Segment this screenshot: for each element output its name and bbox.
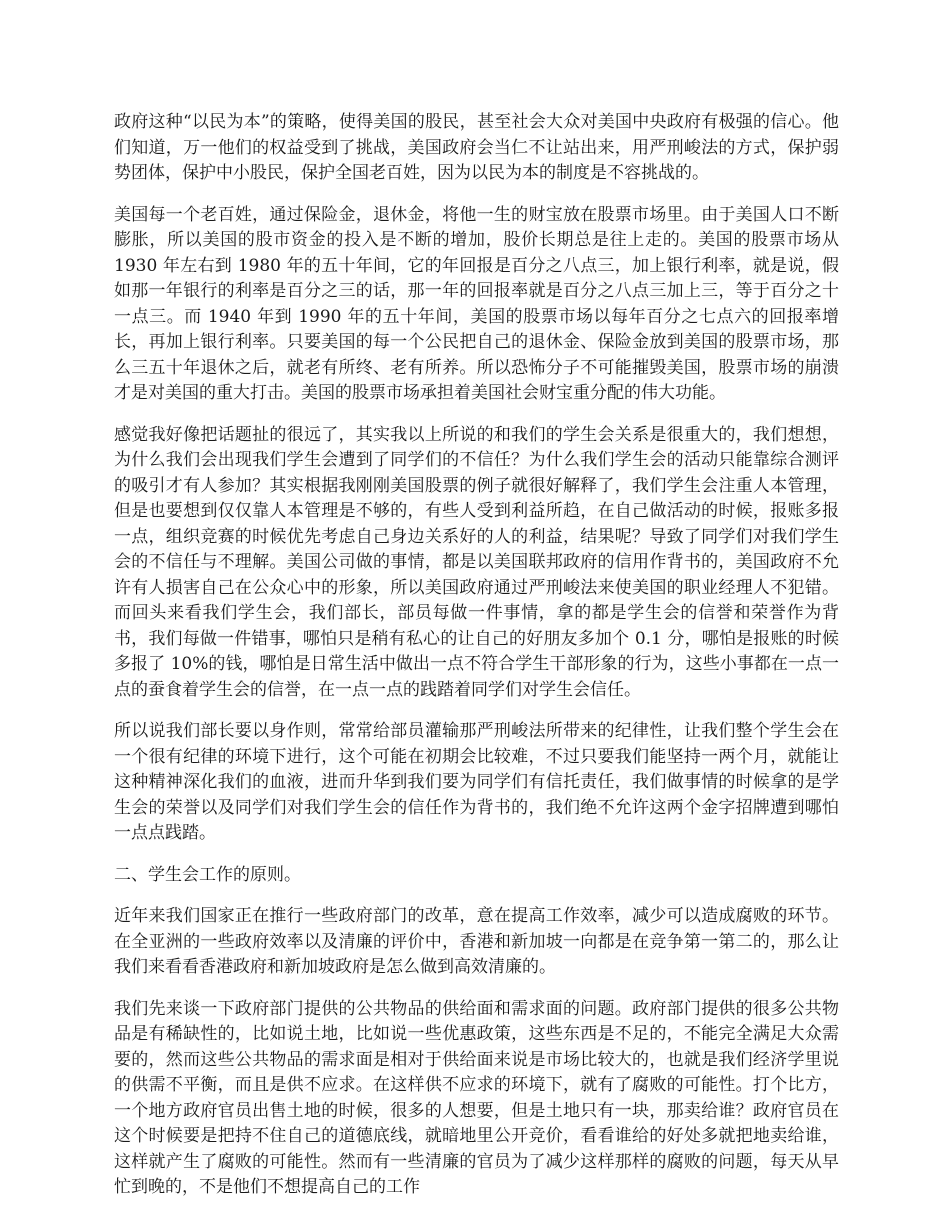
paragraph-discipline: 所以说我们部长要以身作则，常常给部员灌输那严刑峻法所带来的纪律性，让我们整个学生会在一个很有纪律的环境下进行，这个可能在初期会比较难，不过只要我们能坚持一两个月，就能让这种精神深化我们的血液，进而升华到我们要为同学们有信托责任，我们做事情的时候拿的是学生会的荣誉以及同学们对我们学生会的信任作为背书的，我们绝不允许这两个金字招牌遭到哪怕一点点践踏。 (114, 721, 839, 843)
paragraph-student-union-trust: 感觉我好像把话题扯的很远了，其实我以上所说的和我们的学生会关系是很重大的，我们想想，为什么我们会出现我们学生会遭到了同学们的不信任？为什么我们学生会的活动只能靠综合测评的吸引才有人参加？其实根据我刚刚美国股票的例子就很好解释了，我们学生会注重人本管理，但是也要想到仅仅靠人本管理是不够的，有些人受到利益所趋，在自己做活动的时候，报账多报一点，组织竞赛的时候优先考虑自己身边关系好的人的利益，结果呢？导致了同学们对我们学生会的不信任与不理解。美国公司做的事情，都是以美国联邦政府的信用作背书的，美国政府不允许有人损害自己在公众心中的形象，所以美国政府通过严刑峻法来使美国的职业经理人不犯错。而回头来看我们学生会，我们部长，部员每做一件事情，拿的都是学生会的信誉和荣誉作为背书，我们每做一件错事，哪怕只是稍有私心的让自己的好朋友多加个 0.1 分，哪怕是报账的时候多报了 10%的钱，哪怕是日常生活中做出一点不符合学生干部形象的行为，这些小事都在一点一点的蚕食着学生会的信誉，在一点一点的践踏着同学们对学生会信任。 (114, 424, 839, 700)
paragraph-people-oriented-policy: 政府这种“以民为本”的策略，使得美国的股民，甚至社会大众对美国中央政府有极强的信心。他们知道，万一他们的权益受到了挑战，美国政府会当仁不让站出来，用严刑峻法的方式，保护弱势团体，保护中小股民，保护全国老百姓，因为以民为本的制度是不容挑战的。 (114, 112, 839, 183)
document-body (114, 110, 839, 1217)
paragraph-us-stock-market: 美国每一个老百姓，通过保险金，退休金，将他一生的财宝放在股票市场里。由于美国人口不断膨胀，所以美国的股市资金的投入是不断的增加，股价长期总是往上走的。美国的股票市场从 1930 年左右到 1980 年的五十年间，它的年回报是百分之八点三，加上银行利率，就是说，假如那一年银行的利率是百分之三的话，那一年的回报率就是百分之八点三加上三，等于百分之十一点三。而 1940 年到 1990 年的五十年间，美国的股票市场以每年百分之七点六的回报率增长，再加上银行利率。只要美国的每一个公民把自己的退休金、保险金放到美国的股票市场，那么三五十年退休之后，就老有所终、老有所养。所以恐怖分子不可能摧毁美国，股票市场的崩溃才是对美国的重大打击。美国的股票市场承担着美国社会财宝重分配的伟大功能。 (114, 204, 839, 403)
paragraph-public-goods: 我们先来谈一下政府部门提供的公共物品的供给面和需求面的问题。政府部门提供的很多公共物品是有稀缺性的，比如说土地，比如说一些优惠政策，这些东西是不足的，不能完全满足大众需要的，然而这些公共物品的需求面是相对于供给面来说是市场比较大的，也就是我们经济学里说的供需不平衡，而且是供不应求。在这样供不应求的环境下，就有了腐败的可能性。打个比方，一个地方政府官员出售土地的时候，很多的人想要，但是土地只有一块，那卖给谁？政府官员在这个时候要是把持不住自己的道德底线，就暗地里公开竞价，看看谁给的好处多就把地卖给谁，这样就产生了腐败的可能性。然而有一些清廉的官员为了减少这样那样的腐败的问题，每天从早忙到晚的，不是他们不想提高自己的工作 (114, 998, 839, 1197)
paragraph-government-reform: 近年来我们国家正在推行一些政府部门的改革，意在提高工作效率，减少可以造成腐败的环节。在全亚洲的一些政府效率以及清廉的评价中，香港和新加坡一向都是在竞争第一第二的，那么让我们来看看香港政府和新加坡政府是怎么做到高效清廉的。 (114, 906, 839, 977)
section-heading-principles: 二、学生会工作的原则。 (114, 864, 301, 885)
